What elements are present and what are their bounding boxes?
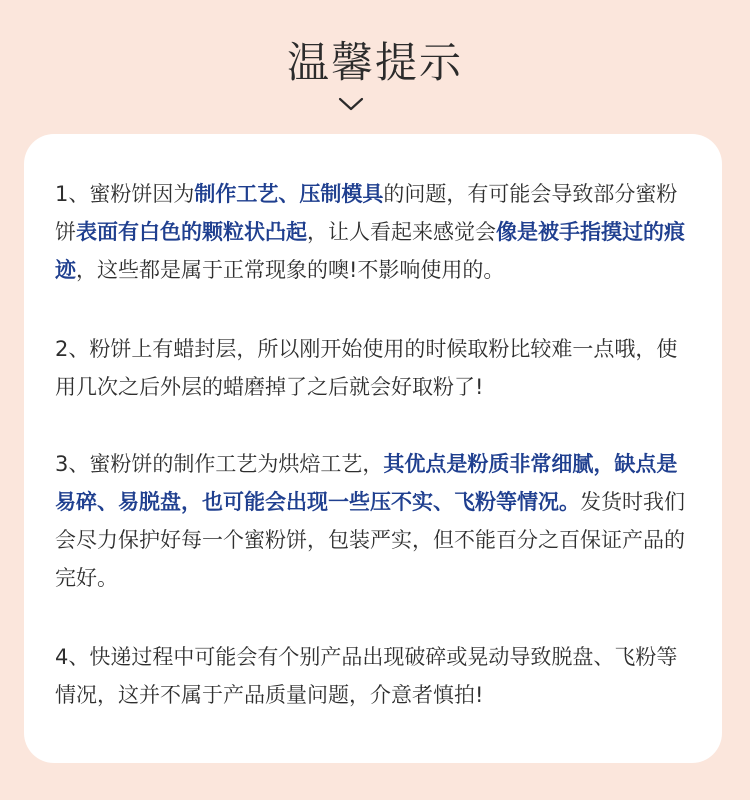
notice-1-text: ，让人看起来感觉会 — [307, 220, 496, 244]
notice-1-highlight: 表面有白色的颗粒状凸起 — [76, 220, 307, 244]
notice-2 — [55, 330, 695, 406]
notice-4-text: 4、快递过程中可能会有个别产品出现破碎或晃动导致脱盘、飞粉等情况，这并不属于产品质量问题，介意者慎拍! — [55, 645, 678, 707]
notice-1 — [55, 175, 695, 289]
notice-2-text: 2、粉饼上有蜡封层，所以刚开始使用的时候取粉比较难一点哦，使用几次之后外层的蜡磨掉了之后就会好取粉了! — [55, 337, 678, 399]
notice-1-highlight: 像是被手指摸过的痕迹 — [55, 220, 685, 282]
notice-1-highlight: 制作工艺、压制模具 — [194, 182, 384, 206]
notice-1-text: 的问题，有可能会导致部分蜜粉饼 — [55, 182, 678, 244]
notice-1-text: 1、蜜粉饼因为 — [55, 182, 195, 206]
notice-1-text: ，这些都是属于正常现象的噢!不影响使用的。 — [76, 258, 505, 282]
notice-3 — [55, 445, 695, 597]
notice-3-text: 3、蜜粉饼的制作工艺为烘焙工艺， — [55, 452, 384, 476]
notice-card — [24, 134, 722, 763]
chevron-down-icon — [338, 96, 364, 112]
notice-4 — [55, 638, 695, 714]
notice-3-highlight: 其优点是粉质非常细腻，缺点是易碎、易脱盘，也可能会出现一些压不实、飞粉等情况。 — [55, 452, 678, 514]
notice-3-text: 发货时我们会尽力保护好每一个蜜粉饼，包装严实，但不能百分之百保证产品的完好。 — [55, 490, 685, 590]
page-title: 温馨提示 — [286, 38, 463, 87]
